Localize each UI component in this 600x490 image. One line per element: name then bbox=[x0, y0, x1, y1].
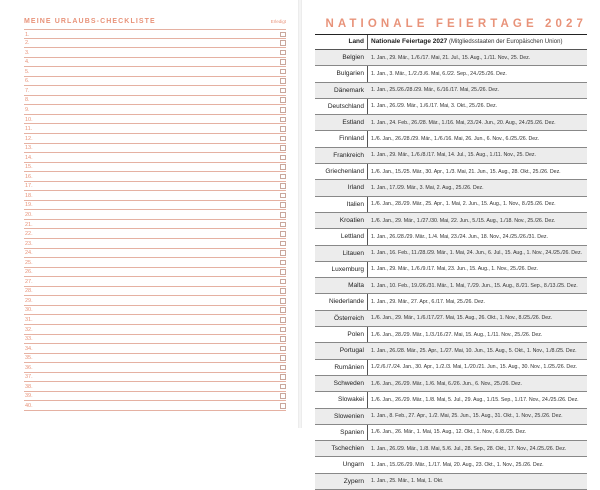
table-row bbox=[315, 278, 587, 294]
checklist-checkbox[interactable] bbox=[280, 164, 286, 170]
checklist-checkbox[interactable] bbox=[280, 384, 286, 390]
checklist-row[interactable] bbox=[24, 86, 286, 96]
checklist-checkbox[interactable] bbox=[280, 212, 286, 218]
checklist-row[interactable] bbox=[24, 335, 286, 345]
dates-cell: 1. Jan., 26./28. Mär., 25. Apr., 1./27. Mai, 10. Jun., 15. Aug., 5. Okt., 1. Nov., 1./8./25. Dez. bbox=[371, 347, 577, 354]
header-country: Land bbox=[348, 38, 364, 45]
checklist-row[interactable] bbox=[24, 39, 286, 49]
checklist-checkbox[interactable] bbox=[280, 403, 286, 409]
table-row bbox=[315, 83, 587, 99]
table-row bbox=[315, 180, 587, 196]
country-cell: Irland bbox=[347, 184, 364, 192]
checklist-checkbox[interactable] bbox=[280, 155, 286, 161]
dates-cell: 1./6. Jan., 29. Mär., 1./27./30. Mai, 22. Jun., 5./15. Aug., 1./18. Nov., 25./26. Dez. bbox=[371, 217, 556, 224]
checklist-row[interactable] bbox=[24, 144, 286, 154]
checklist-row[interactable] bbox=[24, 210, 286, 220]
checklist-row-number: 18. bbox=[25, 192, 33, 199]
checklist-row-number: 37. bbox=[25, 374, 33, 381]
checklist-checkbox[interactable] bbox=[280, 69, 286, 75]
country-cell: Estland bbox=[342, 119, 364, 127]
dates-cell: 1./6. Jan., 26. Mär., 1. Mai, 15. Aug., 12. Okt., 1. Nov., 6./8./25. Dez. bbox=[371, 429, 527, 436]
checklist-checkbox[interactable] bbox=[280, 346, 286, 352]
checklist-row[interactable] bbox=[24, 258, 286, 268]
checklist-row[interactable] bbox=[24, 296, 286, 306]
dates-cell: 1./6. Jan., 26./28./29. Mär., 1./6./16. Mai, 26. Jun., 6. Nov., 6./25./26. Dez. bbox=[371, 136, 540, 143]
country-cell: Österreich bbox=[334, 314, 364, 322]
checklist-row[interactable] bbox=[24, 363, 286, 373]
checklist-checkbox[interactable] bbox=[280, 365, 286, 371]
table-row bbox=[315, 115, 587, 131]
dates-cell: 1./6. Jan., 26./29. Mär., 1./8. Mai, 5. Jul., 29. Aug., 1./15. Sep., 1./17. Nov., 24./25./26. Dez. bbox=[371, 396, 579, 403]
checklist-items bbox=[24, 29, 286, 411]
checklist-row-number: 31. bbox=[25, 317, 33, 323]
dates-cell: 1. Jan., 25./26./28./29. Mär., 6./16./17. Mai, 25./26. Dez. bbox=[371, 87, 500, 94]
country-cell: Niederlande bbox=[328, 298, 364, 306]
table-row bbox=[315, 197, 587, 213]
checklist-row[interactable] bbox=[24, 201, 286, 211]
checklist-checkbox[interactable] bbox=[280, 307, 286, 313]
table-row bbox=[315, 457, 587, 473]
checklist-row-number: 6. bbox=[25, 78, 30, 85]
checklist-row-number: 28. bbox=[25, 288, 33, 295]
header-dates-label: Nationale Feiertage 2027 bbox=[371, 38, 448, 45]
dates-cell: 1. Jan., 15./26./29. Mär., 1./17. Mai, 20. Aug., 23. Okt., 1. Nov., 25./26. Dez. bbox=[371, 462, 544, 469]
dates-cell: 1. Jan., 10. Feb., 19./26./31. Mär., 1. Mai, 7./29. Jun., 15. Aug., 8./21. Sep., 8./13./25. Dez. bbox=[371, 282, 578, 289]
table-row bbox=[315, 246, 587, 262]
checklist-row[interactable] bbox=[24, 239, 286, 249]
country-cell: Ungarn bbox=[342, 461, 364, 469]
checklist-checkbox[interactable] bbox=[280, 260, 286, 266]
checklist-row-number: 2. bbox=[25, 40, 30, 47]
checklist-checkbox[interactable] bbox=[280, 136, 286, 142]
checklist-row[interactable] bbox=[24, 134, 286, 144]
dates-cell: 1. Jan., 26./28./29. Mär., 1./4. Mai, 23./24. Jun., 18. Nov., 24./25./26./31. Dez. bbox=[371, 233, 548, 240]
checklist-checkbox[interactable] bbox=[280, 117, 286, 123]
table-row bbox=[315, 262, 587, 278]
checklist-checkbox[interactable] bbox=[280, 174, 286, 180]
checklist-row-number: 14. bbox=[25, 154, 33, 161]
dates-cell: 1. Jan., 29. Mär., 1./6./17. Mai, 21. Jul., 15. Aug., 1./11. Nov., 25. Dez. bbox=[371, 54, 531, 61]
checklist-row-number: 27. bbox=[25, 278, 33, 285]
table-row bbox=[315, 164, 587, 180]
checklist-row-number: 21. bbox=[25, 221, 33, 228]
table-row bbox=[315, 327, 587, 343]
checklist-row[interactable] bbox=[24, 96, 286, 106]
checklist-row[interactable] bbox=[24, 115, 286, 125]
checklist-row-number: 33. bbox=[25, 336, 33, 343]
checklist-checkbox[interactable] bbox=[280, 231, 286, 237]
table-row bbox=[315, 148, 587, 164]
checklist-checkbox[interactable] bbox=[280, 32, 286, 38]
checklist-row[interactable] bbox=[24, 191, 286, 201]
checklist-row[interactable] bbox=[24, 306, 286, 316]
dates-cell: 1. Jan., 8. Feb., 27. Apr., 1./2. Mai, 25. Jun., 15. Aug., 31. Okt., 1. Nov., 25./26. Dez. bbox=[371, 413, 563, 420]
country-cell: Bulgarien bbox=[336, 70, 364, 78]
checklist-row[interactable] bbox=[24, 182, 286, 192]
checklist-row[interactable] bbox=[24, 354, 286, 364]
country-cell: Spanien bbox=[340, 428, 364, 436]
checklist-row-number: 26. bbox=[25, 269, 33, 276]
dates-cell: 1./2./6./7./24. Jan., 30. Apr., 1./2./3. Mai, 1./20./21. Jun., 15. Aug., 30. Nov., 1./25./26. Dez. bbox=[371, 364, 578, 371]
checklist-checkbox[interactable] bbox=[280, 40, 286, 46]
checklist-checkbox[interactable] bbox=[280, 317, 286, 323]
table-row bbox=[315, 474, 587, 490]
dates-cell: 1. Jan., 26./29. Mär., 1./8. Mai, 5./6. Jul., 28. Sep., 28. Okt., 17. Nov., 24./25./26. Dez. bbox=[371, 445, 567, 452]
dates-cell: 1./6. Jan., 29. Mär., 1./6./17./27. Mai, 15. Aug., 26. Okt., 1. Nov., 8./25./26. Dez. bbox=[371, 315, 553, 322]
country-cell: Dänemark bbox=[334, 86, 364, 94]
checklist-row-number: 23. bbox=[25, 240, 33, 247]
checklist-row[interactable] bbox=[24, 124, 286, 134]
done-column-label: Erledigt bbox=[270, 19, 286, 24]
checklist-row-number: 3. bbox=[25, 49, 30, 56]
checklist-row-number: 35. bbox=[25, 355, 33, 362]
dates-cell: 1. Jan., 29. Mär., 1./6./8./17. Mai, 14. Jul., 15. Aug., 1./11. Nov., 25. Dez. bbox=[371, 152, 536, 159]
checklist-row[interactable] bbox=[24, 229, 286, 239]
checklist-row[interactable] bbox=[24, 48, 286, 58]
table-row bbox=[315, 213, 587, 229]
checklist-checkbox[interactable] bbox=[280, 193, 286, 199]
table-row bbox=[315, 66, 587, 82]
table-row bbox=[315, 360, 587, 376]
checklist-row[interactable] bbox=[24, 287, 286, 297]
checklist-row[interactable] bbox=[24, 77, 286, 87]
country-cell: Rumänien bbox=[334, 363, 364, 371]
header-dates bbox=[371, 38, 562, 45]
checklist-row-number: 30. bbox=[25, 307, 33, 314]
dates-cell: 1./6. Jan., 28./29. Mär., 1./3./16./27. Mai, 15. Aug., 1./11. Nov., 25./26. Dez. bbox=[371, 331, 543, 338]
checklist-row-number: 10. bbox=[25, 116, 33, 123]
dates-cell: 1. Jan., 3. Mär., 1./2./3./6. Mai, 6./22. Sep., 24./25./26. Dez. bbox=[371, 70, 507, 77]
country-cell: Schweden bbox=[333, 379, 364, 387]
checklist-title: MEINE URLAUBS-CHECKLISTE bbox=[24, 18, 156, 25]
table-row bbox=[315, 392, 587, 408]
table-row bbox=[315, 343, 587, 359]
checklist-row[interactable] bbox=[24, 392, 286, 402]
country-cell: Luxemburg bbox=[331, 265, 364, 273]
checklist-row-number: 4. bbox=[25, 59, 30, 66]
checklist-row[interactable] bbox=[24, 315, 286, 325]
checklist-checkbox[interactable] bbox=[280, 222, 286, 228]
checklist-row[interactable] bbox=[24, 172, 286, 182]
checklist-row-number: 24. bbox=[25, 250, 33, 257]
checklist-row-number: 16. bbox=[25, 173, 33, 180]
holidays-page bbox=[302, 0, 600, 485]
checklist-row-number: 17. bbox=[25, 183, 33, 190]
checklist-checkbox[interactable] bbox=[280, 269, 286, 275]
country-cell: Kroatien bbox=[339, 216, 364, 224]
checklist-row[interactable] bbox=[24, 153, 286, 163]
country-cell: Griechenland bbox=[325, 168, 364, 176]
country-cell: Deutschland bbox=[327, 102, 364, 110]
checklist-row-number: 13. bbox=[25, 145, 33, 152]
checklist-row-number: 20. bbox=[25, 211, 33, 218]
country-cell: Italien bbox=[346, 200, 364, 208]
checklist-checkbox[interactable] bbox=[280, 288, 286, 294]
checklist-checkbox[interactable] bbox=[280, 183, 286, 189]
checklist-row-number: 12. bbox=[25, 135, 33, 142]
checklist-checkbox[interactable] bbox=[280, 250, 286, 256]
checklist-row[interactable] bbox=[24, 268, 286, 278]
checklist-row[interactable] bbox=[24, 67, 286, 77]
checklist-checkbox[interactable] bbox=[280, 97, 286, 103]
checklist-row[interactable] bbox=[24, 373, 286, 383]
checklist-row[interactable] bbox=[24, 401, 286, 411]
checklist-row[interactable] bbox=[24, 29, 286, 39]
checklist-row-number: 36. bbox=[25, 364, 33, 371]
checklist-checkbox[interactable] bbox=[280, 298, 286, 304]
country-cell: Slowenien bbox=[334, 412, 364, 420]
holidays-table bbox=[315, 34, 587, 490]
checklist-row-number: 11. bbox=[25, 126, 33, 133]
checklist-row[interactable] bbox=[24, 277, 286, 287]
table-row bbox=[315, 441, 587, 457]
checklist-row[interactable] bbox=[24, 249, 286, 259]
checklist-row-number: 7. bbox=[25, 87, 30, 94]
checklist-checkbox[interactable] bbox=[280, 327, 286, 333]
checklist-row-number: 22. bbox=[25, 231, 33, 238]
checklist-row[interactable] bbox=[24, 105, 286, 115]
dates-cell: 1. Jan., 16. Feb., 11./28./29. Mär., 1. Mai, 24. Jun., 6. Jul., 15. Aug., 1. Nov., 24./25./26. Dez. bbox=[371, 250, 582, 257]
dates-cell: 1./6. Jan., 26./29. Mär., 1./6. Mai, 6./26. Jun., 6. Nov., 25./26. Dez. bbox=[371, 380, 522, 387]
checklist-row-number: 40. bbox=[25, 402, 33, 409]
dates-cell: 1. Jan., 29. Mär., 27. Apr., 6./17. Mai, 25./26. Dez. bbox=[371, 299, 485, 306]
checklist-checkbox[interactable] bbox=[280, 336, 286, 342]
checklist-row-number: 29. bbox=[25, 297, 33, 304]
checklist-checkbox[interactable] bbox=[280, 126, 286, 132]
header-dates-subtitle: (Mitgliedsstaaten der Europäischen Union) bbox=[449, 39, 563, 45]
country-cell: Finnland bbox=[339, 135, 364, 143]
country-cell: Litauen bbox=[342, 249, 364, 257]
country-cell: Lettland bbox=[340, 233, 364, 241]
country-cell: Frankreich bbox=[333, 151, 364, 159]
checklist-row-number: 19. bbox=[25, 202, 33, 209]
checklist-checkbox[interactable] bbox=[280, 279, 286, 285]
table-row bbox=[315, 376, 587, 392]
country-cell: Slowakei bbox=[337, 396, 364, 404]
checklist-row-number: 34. bbox=[25, 345, 33, 352]
dates-cell: 1. Jan., 26./29. Mär., 1./6./17. Mai, 3. Okt., 25./26. Dez. bbox=[371, 103, 498, 110]
checklist-page bbox=[0, 0, 298, 428]
dates-cell: 1. Jan., 17./29. Mär., 3. Mai, 2. Aug., 25./26. Dez. bbox=[371, 184, 484, 191]
checklist-checkbox[interactable] bbox=[280, 88, 286, 94]
checklist-checkbox[interactable] bbox=[280, 393, 286, 399]
checklist-checkbox[interactable] bbox=[280, 202, 286, 208]
country-cell: Belgien bbox=[342, 54, 364, 61]
checklist-row-number: 5. bbox=[25, 68, 30, 75]
checklist-row-number: 38. bbox=[25, 383, 33, 390]
checklist-checkbox[interactable] bbox=[280, 241, 286, 247]
checklist-checkbox[interactable] bbox=[280, 374, 286, 380]
checklist-row-number: 25. bbox=[25, 259, 33, 266]
table-row bbox=[315, 294, 587, 310]
checklist-checkbox[interactable] bbox=[280, 50, 286, 56]
country-cell: Portugal bbox=[339, 347, 364, 355]
table-row bbox=[315, 425, 587, 441]
table-body bbox=[315, 50, 587, 490]
country-cell: Zypern bbox=[343, 477, 364, 485]
checklist-row-number: 15. bbox=[25, 164, 33, 171]
checklist-row-number: 39. bbox=[25, 393, 33, 400]
checklist-row-number: 1. bbox=[25, 31, 30, 38]
dates-cell: 1. Jan., 29. Mär., 1./6./9./17. Mai, 23. Jun., 15. Aug., 1. Nov., 25./26. Dez. bbox=[371, 266, 539, 273]
table-header bbox=[315, 34, 587, 50]
country-cell: Malta bbox=[348, 282, 364, 290]
checklist-checkbox[interactable] bbox=[280, 355, 286, 361]
checklist-row[interactable] bbox=[24, 382, 286, 392]
dates-cell: 1. Jan., 24. Feb., 26./28. Mär., 1./16. Mai, 23./24. Jun., 20. Aug., 24./25./26. Dez. bbox=[371, 119, 556, 126]
checklist-row-number: 9. bbox=[25, 106, 30, 113]
checklist-checkbox[interactable] bbox=[280, 107, 286, 113]
table-row bbox=[315, 409, 587, 425]
checklist-row-number: 8. bbox=[25, 97, 30, 104]
table-row bbox=[315, 229, 587, 245]
table-row bbox=[315, 131, 587, 147]
checklist-checkbox[interactable] bbox=[280, 78, 286, 84]
checklist-checkbox[interactable] bbox=[280, 145, 286, 151]
checklist-row[interactable] bbox=[24, 220, 286, 230]
country-cell: Polen bbox=[347, 331, 364, 339]
dates-cell: 1./6. Jan., 28./29. Mär., 25. Apr., 1. Mai, 2. Jun., 15. Aug., 1. Nov., 8./25./26. Dez. bbox=[371, 201, 556, 208]
checklist-row-number: 32. bbox=[25, 326, 33, 333]
checklist-checkbox[interactable] bbox=[280, 59, 286, 65]
country-cell: Tschechien bbox=[331, 445, 364, 453]
checklist-row[interactable] bbox=[24, 58, 286, 68]
holidays-title: NATIONALE FEIERTAGE 2027 bbox=[325, 18, 587, 30]
checklist-row[interactable] bbox=[24, 325, 286, 335]
checklist-row[interactable] bbox=[24, 344, 286, 354]
dates-cell: 1. Jan., 25. Mär., 1. Mai, 1. Okt. bbox=[371, 478, 444, 485]
table-row bbox=[315, 50, 587, 66]
dates-cell: 1./6. Jan., 15./25. Mär., 30. Apr., 1./3. Mai, 21. Jun., 15. Aug., 28. Okt., 25./26. Dez. bbox=[371, 168, 561, 175]
checklist-row[interactable] bbox=[24, 163, 286, 173]
table-row bbox=[315, 311, 587, 327]
table-row bbox=[315, 99, 587, 115]
